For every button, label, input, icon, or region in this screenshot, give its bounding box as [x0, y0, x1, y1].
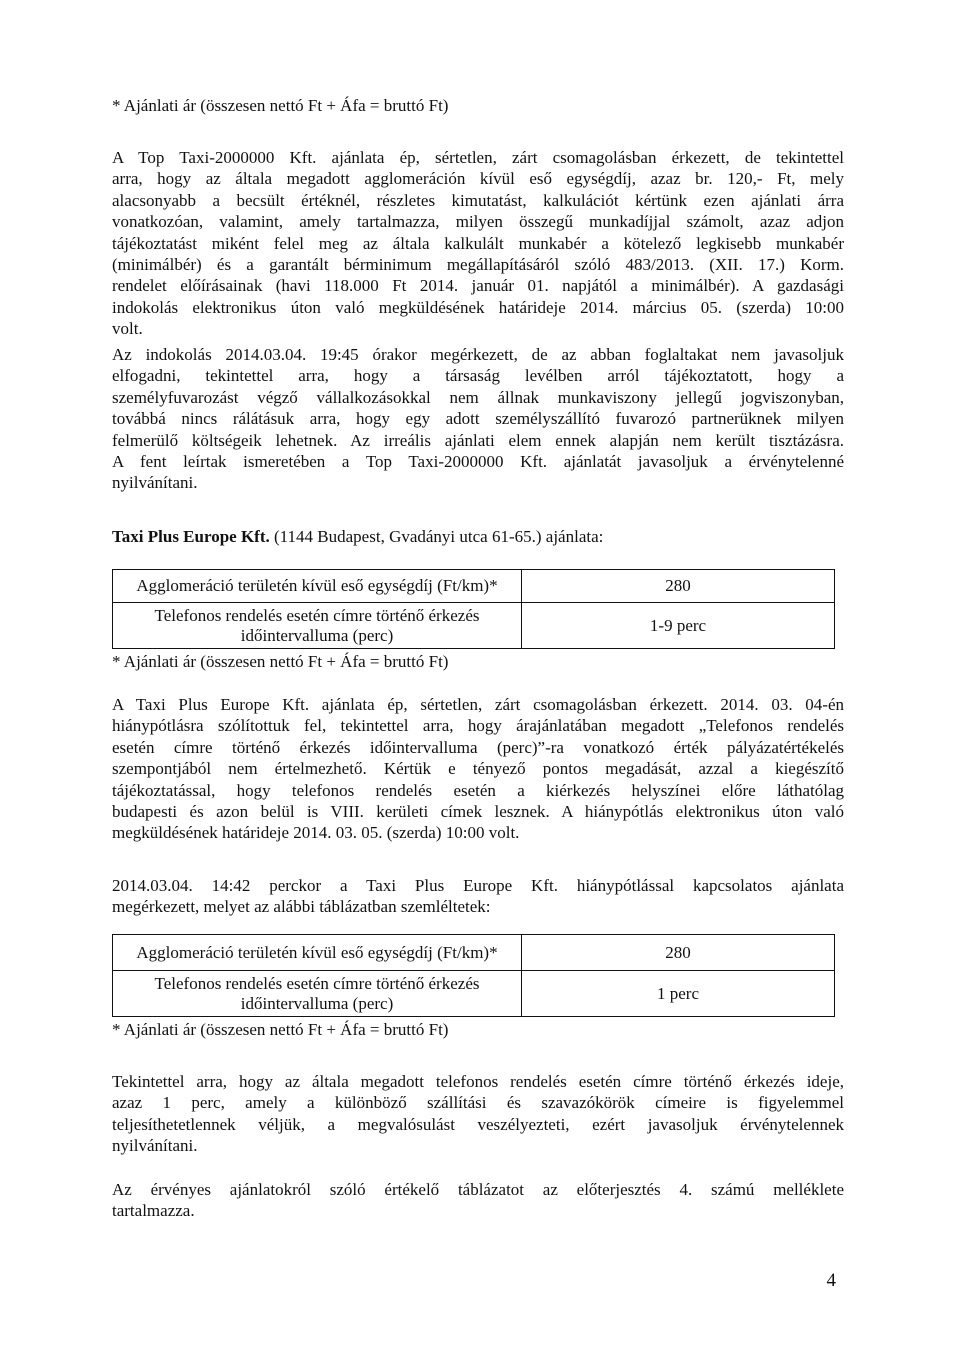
cell-text-line: időintervalluma (perc) — [240, 993, 394, 1013]
text-line: budapesti és azon belül is VIII. kerületi címek lesznek. A hiánypótlás elektronikus úton való — [112, 802, 844, 822]
table-cell-label — [113, 603, 522, 649]
text-line: teljesíthetetlennek véljük, a megvalósulást veszélyezteti, ezért javasoljuk érvénytelennek — [112, 1114, 844, 1134]
taxi-plus-heading — [112, 526, 603, 547]
text-line: A Taxi Plus Europe Kft. ajánlata ép, sértetlen, zárt csomagolásban érkezett. 2014. 03. 04-én — [112, 695, 844, 714]
footnote-table2: * Ajánlati ár (összesen nettó Ft + Áfa = bruttó Ft) — [112, 1020, 449, 1039]
text-line: esetén címre történő érkezés időintervalluma (perc)”-ra vonatkozó érték pályázatértékelés — [112, 737, 844, 757]
text-line: megküldésének határideje 2014. 03. 05. (szerda) 10:00 volt. — [112, 823, 520, 843]
table-cell-value: 280 — [522, 570, 835, 603]
text-line: személyfuvarozást végző vállalkozásokkal nem állnak munkaviszony jellegű jogviszonyban, — [112, 387, 844, 407]
text-line: szempontjából nem értelmezhető. Kértük e tényező pontos megadását, azzal a kiegészítő — [112, 759, 844, 779]
cell-text-line: Telefonos rendelés esetén címre történő érkezés — [154, 973, 480, 993]
text-line: továbbá nincs rálátásuk arra, hogy egy adott személyszállító fuvarozó partnerüknek milyen — [112, 409, 844, 429]
footnote-table1: * Ajánlati ár (összesen nettó Ft + Áfa = bruttó Ft) — [112, 652, 449, 671]
text-line: megérkezett, melyet az alábbi táblázatban szemléltetek: — [112, 897, 491, 917]
table-cell-value: 1-9 perc — [522, 603, 835, 649]
cell-text-line: időintervalluma (perc) — [240, 625, 394, 645]
text-line: vonatkozóan, valamint, amely tartalmazza, milyen összegű munkadíjjal számolt, azaz adjon — [112, 212, 844, 232]
table-row — [113, 935, 835, 971]
indoklas-paragraph — [112, 344, 844, 494]
page-number: 4 — [826, 1270, 836, 1291]
text-line: volt. — [112, 319, 143, 339]
table-cell-label — [113, 971, 522, 1017]
text-line: nyilvánítani. — [112, 1136, 198, 1156]
taxi-plus-paragraph — [112, 694, 844, 844]
appendix-paragraph — [112, 1179, 844, 1222]
text-line: (minimálbér) és a garantált bérminimum megállapításáról szóló 483/2013. (XII. 17.) Korm. — [112, 255, 844, 275]
text-line: A fent leírtak ismeretében a Top Taxi-2000000 Kft. ajánlatát javasoljuk a érvénytelenné — [112, 452, 844, 472]
offer-table-initial — [112, 569, 835, 649]
text-line: arra, hogy az általa megadott agglomeráción kívül eső egységdíj, azaz br. 120,- Ft, mely — [112, 169, 844, 189]
table-cell-label: Agglomeráció területén kívül eső egységdíj (Ft/km)* — [113, 570, 522, 603]
text-line: alacsonyabb a becsült értéknél, részletes kimutatást, kalkulációt kértünk ezen ajánlati árra — [112, 190, 844, 210]
top-taxi-paragraph — [112, 147, 844, 340]
conclusion-paragraph — [112, 1071, 844, 1157]
table-row — [113, 570, 835, 603]
footnote-top: * Ajánlati ár (összesen nettó Ft + Áfa = bruttó Ft) — [112, 96, 449, 115]
hianypotlas-paragraph — [112, 875, 844, 918]
table-cell-value: 280 — [522, 935, 835, 971]
text-line: Az érvényes ajánlatokról szóló értékelő táblázatot az előterjesztés 4. számú melléklete — [112, 1180, 844, 1199]
text-line: indokolás elektronikus úton való megküldésének határideje 2014. március 05. (szerda) 10:00 — [112, 297, 844, 317]
text-line: A Top Taxi-2000000 Kft. ajánlata ép, sértetlen, zárt csomagolásban érkezett, de tekintettel — [112, 148, 844, 167]
table-row — [113, 603, 835, 649]
text-line: nyilvánítani. — [112, 473, 198, 493]
text-line: tartalmazza. — [112, 1201, 195, 1221]
text-line: rendelet előírásainak (havi 118.000 Ft 2014. január 01. napjától a minimálbér). A gazdasági — [112, 276, 844, 296]
text-line: azaz 1 perc, amely a különböző szállítási és szavazókörök címeire is figyelemmel — [112, 1093, 844, 1113]
text-line: elfogadni, tekintettel arra, hogy a társaság levélben arról tájékoztatott, hogy a — [112, 366, 844, 386]
text-line: hiánypótlásra szólítottuk fel, tekintettel arra, hogy árajánlatában megadott „Telefonos rendelés — [112, 716, 844, 736]
text-line: tájékoztatást miként felel meg az általa kalkulált munkabér a kötelező legkisebb munkabér — [112, 233, 844, 253]
text-line: Tekintettel arra, hogy az általa megadott telefonos rendelés esetén címre történő érkezés ideje, — [112, 1072, 844, 1091]
company-address: (1144 Budapest, Gvadányi utca 61-65.) ajánlata: — [269, 527, 604, 546]
text-line: 2014.03.04. 14:42 perckor a Taxi Plus Europe Kft. hiánypótlással kapcsolatos ajánlata — [112, 876, 844, 895]
cell-text-line: Telefonos rendelés esetén címre történő érkezés — [154, 605, 480, 625]
text-line: tájékoztatással, hogy telefonos rendelés esetén a kiérkezés helyszínei előre láthatólag — [112, 780, 844, 800]
table-cell-value: 1 perc — [522, 971, 835, 1017]
offer-table-revised — [112, 934, 835, 1017]
company-name: Taxi Plus Europe Kft. — [112, 527, 270, 546]
text-line: Az indokolás 2014.03.04. 19:45 órakor megérkezett, de az abban foglaltakat nem javasoljuk — [112, 345, 844, 364]
text-line: felmerülő költségeik lehetnek. Az irreális ajánlati elem ennek alapján nem került tisztázásra. — [112, 430, 844, 450]
table-cell-label: Agglomeráció területén kívül eső egységdíj (Ft/km)* — [113, 935, 522, 971]
table-row — [113, 971, 835, 1017]
